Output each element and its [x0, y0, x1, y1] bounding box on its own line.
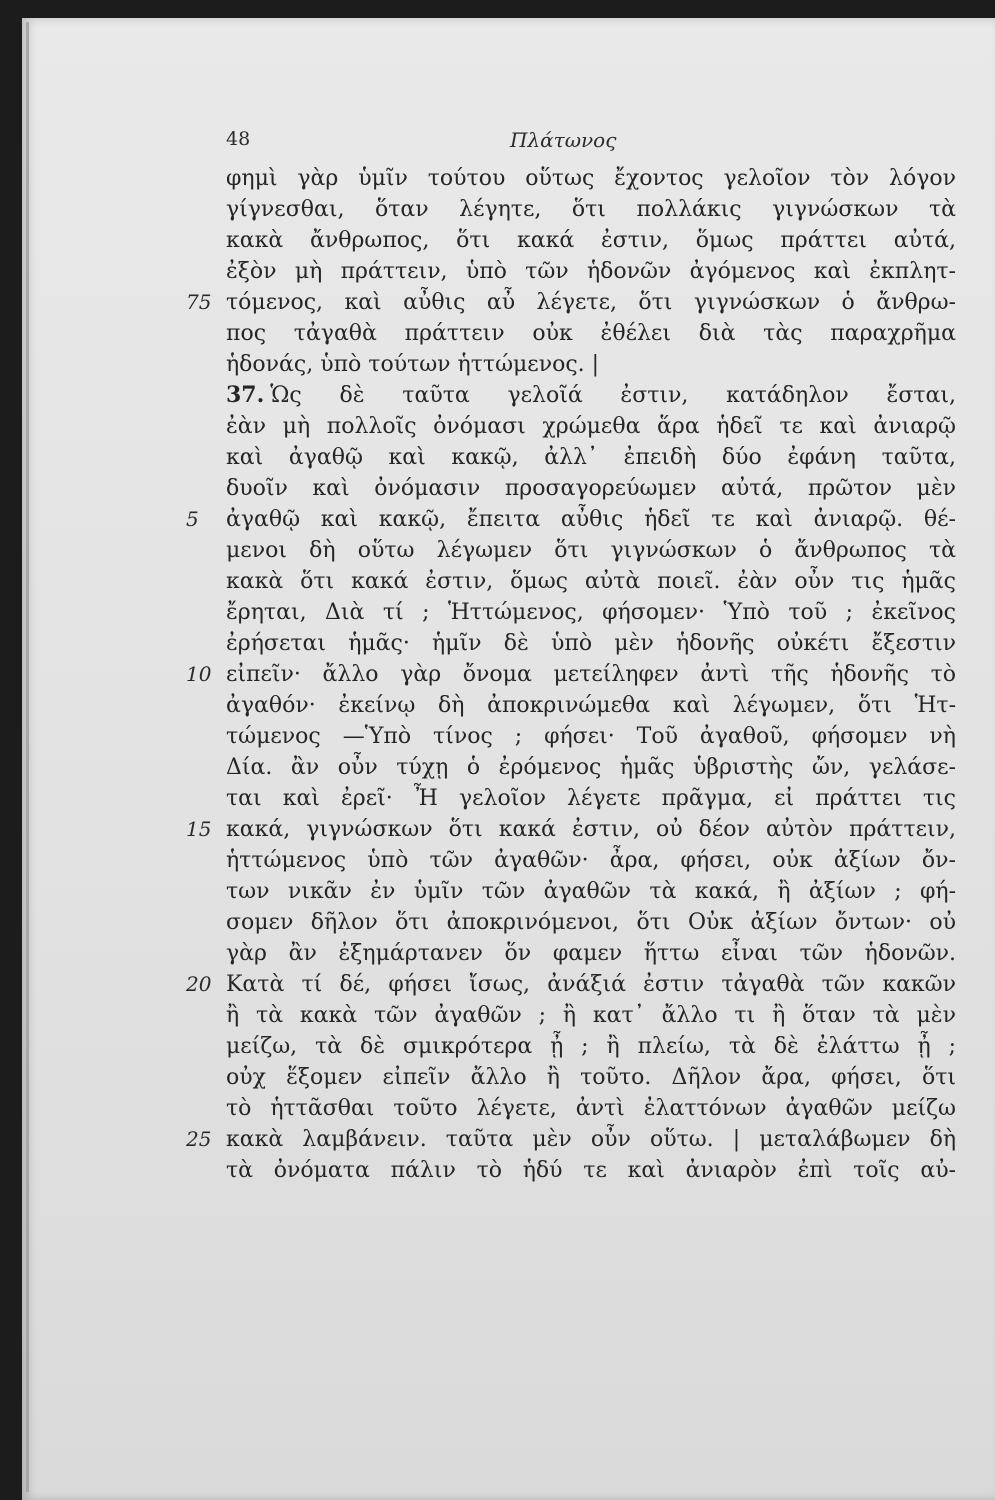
line-text: Κατὰ τί δέ, φήσει ἴσως, ἀνάξιά ἐστιν τἀγαθὰ τῶν κακῶν [226, 972, 956, 997]
text-line [0, 1000, 995, 1031]
line-text: μείζω, τὰ δὲ σμικρότερα ᾖ ; ἢ πλείω, τὰ δὲ ἐλάττω ᾖ ; [226, 1034, 956, 1059]
text-line [0, 1124, 995, 1155]
line-text: κακὰ ἄνθρωπος, ὅτι κακά ἐστιν, ὅμως πράττει αὐτά, [226, 228, 956, 253]
text-line [0, 938, 995, 969]
line-text: ἔρηται, Διὰ τί ; Ἡττώμενος, φήσομεν· Ὑπὸ τοῦ ; ἐκεῖνος [226, 600, 956, 625]
text-line [0, 442, 995, 473]
line-text: γίγνεσθαι, ὅταν λέγητε, ὅτι πολλάκις γιγνώσκων τὰ [226, 197, 956, 222]
text-line [0, 845, 995, 876]
line-text: σομεν δῆλον ὅτι ἀποκρινόμενοι, ὅτι Οὐκ ἀξίων ὄντων· οὐ [226, 910, 956, 935]
line-text: κακὰ λαμβάνειν. ταῦτα μὲν οὖν οὕτω. | μεταλάβωμεν δὴ [226, 1127, 956, 1152]
text-line [0, 1031, 995, 1062]
line-text: ἀγαθόν· ἐκείνῳ δὴ ἀποκρινώμεθα καὶ λέγωμεν, ὅτι Ἡτ- [226, 693, 956, 718]
line-text: πος τἀγαθὰ πράττειν οὐκ ἐθέλει διὰ τὰς παραχρῆμα [226, 321, 956, 346]
line-number: 10 [186, 662, 212, 686]
section-number: 37. [226, 382, 265, 408]
text-line [0, 318, 995, 349]
running-head [0, 128, 995, 158]
line-number: 75 [186, 290, 212, 314]
line-text: κακά, γιγνώσκων ὅτι κακά ἐστιν, οὐ δέον αὐτὸν πράττειν, [226, 817, 956, 842]
text-line [0, 1155, 995, 1186]
text-line [0, 907, 995, 938]
line-number: 15 [186, 817, 212, 841]
text-line [0, 256, 995, 287]
line-text: τώμενος —Ὑπὸ τίνος ; φήσει· Τοῦ ἀγαθοῦ, φήσομεν νὴ [226, 724, 956, 749]
text-block [0, 163, 995, 1186]
line-text: Δία. ἂν οὖν τύχῃ ὁ ἐρόμενος ἡμᾶς ὑβριστὴς ὤν, γελάσε- [226, 755, 956, 780]
line-number: 20 [186, 972, 212, 996]
text-line [0, 504, 995, 535]
text-line [0, 566, 995, 597]
line-text: εἰπεῖν· ἄλλο γὰρ ὄνομα μετείληφεν ἀντὶ τῆς ἡδονῆς τὸ [226, 662, 956, 687]
line-number: 25 [186, 1127, 212, 1151]
text-line [0, 876, 995, 907]
line-text: μενοι δὴ οὕτω λέγωμεν ὅτι γιγνώσκων ὁ ἄνθρωπος τὰ [226, 538, 956, 563]
text-line [0, 163, 995, 194]
line-text: ἡττώμενος ὑπὸ τῶν ἀγαθῶν· ἆρα, φήσει, οὐκ ἀξίων ὄν- [226, 848, 956, 873]
line-text: ται καὶ ἐρεῖ· Ἦ γελοῖον λέγετε πρᾶγμα, εἰ πράττει τις [226, 786, 956, 811]
line-text: ἡδονάς, ὑπὸ τούτων ἡττώμενος. | [226, 352, 600, 377]
text-line [0, 225, 995, 256]
line-text: φημὶ γὰρ ὑμῖν τούτου οὕτως ἔχοντος γελοῖον τὸν λόγον [226, 166, 956, 191]
line-text: των νικᾶν ἐν ὑμῖν τῶν ἀγαθῶν τὰ κακά, ἢ ἀξίων ; φή- [226, 879, 956, 904]
line-text: τὸ ἡττᾶσθαι τοῦτο λέγετε, ἀντὶ ἐλαττόνων ἀγαθῶν μείζω [226, 1096, 956, 1121]
text-line [0, 287, 995, 318]
text-line [0, 597, 995, 628]
text-line [0, 752, 995, 783]
text-line [0, 411, 995, 442]
text-line [0, 473, 995, 504]
text-line [0, 659, 995, 690]
line-text: τόμενος, καὶ αὖθις αὖ λέγετε, ὅτι γιγνώσκων ὁ ἄνθρω- [226, 290, 956, 315]
line-text: καὶ ἀγαθῷ καὶ κακῷ, ἀλλ᾽ ἐπειδὴ δύο ἐφάνη ταῦτα, [226, 445, 956, 470]
text-line [0, 690, 995, 721]
text-line [0, 628, 995, 659]
text-line [0, 1062, 995, 1093]
line-text: τὰ ὀνόματα πάλιν τὸ ἡδύ τε καὶ ἀνιαρὸν ἐπὶ τοῖς αὐ- [226, 1158, 956, 1183]
line-text: οὐχ ἕξομεν εἰπεῖν ἄλλο ἢ τοῦτο. Δῆλον ἄρα, φήσει, ὅτι [226, 1065, 956, 1090]
text-line [0, 1093, 995, 1124]
page-heading: Πλάτωνος [510, 128, 617, 152]
page-number: 48 [226, 128, 251, 150]
text-line [0, 969, 995, 1000]
line-text [226, 380, 956, 411]
text-line [0, 380, 995, 411]
text-line [0, 783, 995, 814]
line-text: ἢ τὰ κακὰ τῶν ἀγαθῶν ; ἢ κατ᾽ ἄλλο τι ἢ ὅταν τὰ μὲν [226, 1003, 956, 1028]
text-line [0, 194, 995, 225]
text-line [0, 814, 995, 845]
line-text: γὰρ ἂν ἐξημάρτανεν ὅν φαμεν ἥττω εἶναι τῶν ἡδονῶν. [226, 941, 956, 966]
text-line [0, 349, 995, 380]
line-text: ἀγαθῷ καὶ κακῷ, ἔπειτα αὖθις ἡδεῖ τε καὶ ἀνιαρῷ. θέ- [226, 507, 956, 532]
line-text: ἐρήσεται ἡμᾶς· ἡμῖν δὲ ὑπὸ μὲν ἡδονῆς οὐκέτι ἔξεστιν [226, 631, 956, 656]
line-text: δυοῖν καὶ ὀνόμασιν προσαγορεύωμεν αὐτά, πρῶτον μὲν [226, 476, 956, 501]
line-text: ἐξὸν μὴ πράττειν, ὑπὸ τῶν ἡδονῶν ἀγόμενος καὶ ἐκπλητ- [226, 259, 956, 284]
line-text: κακὰ ὅτι κακά ἐστιν, ὅμως αὐτὰ ποιεῖ. ἐὰν οὖν τις ἡμᾶς [226, 569, 956, 594]
line-body: Ὡς δὲ ταῦτα γελοῖά ἐστιν, κατάδηλον ἔσται, [270, 383, 956, 408]
text-line [0, 721, 995, 752]
line-number: 5 [186, 507, 199, 531]
line-text: ἐὰν μὴ πολλοῖς ὀνόμασι χρώμεθα ἅρα ἡδεῖ τε καὶ ἀνιαρῷ [226, 414, 956, 439]
text-line [0, 535, 995, 566]
